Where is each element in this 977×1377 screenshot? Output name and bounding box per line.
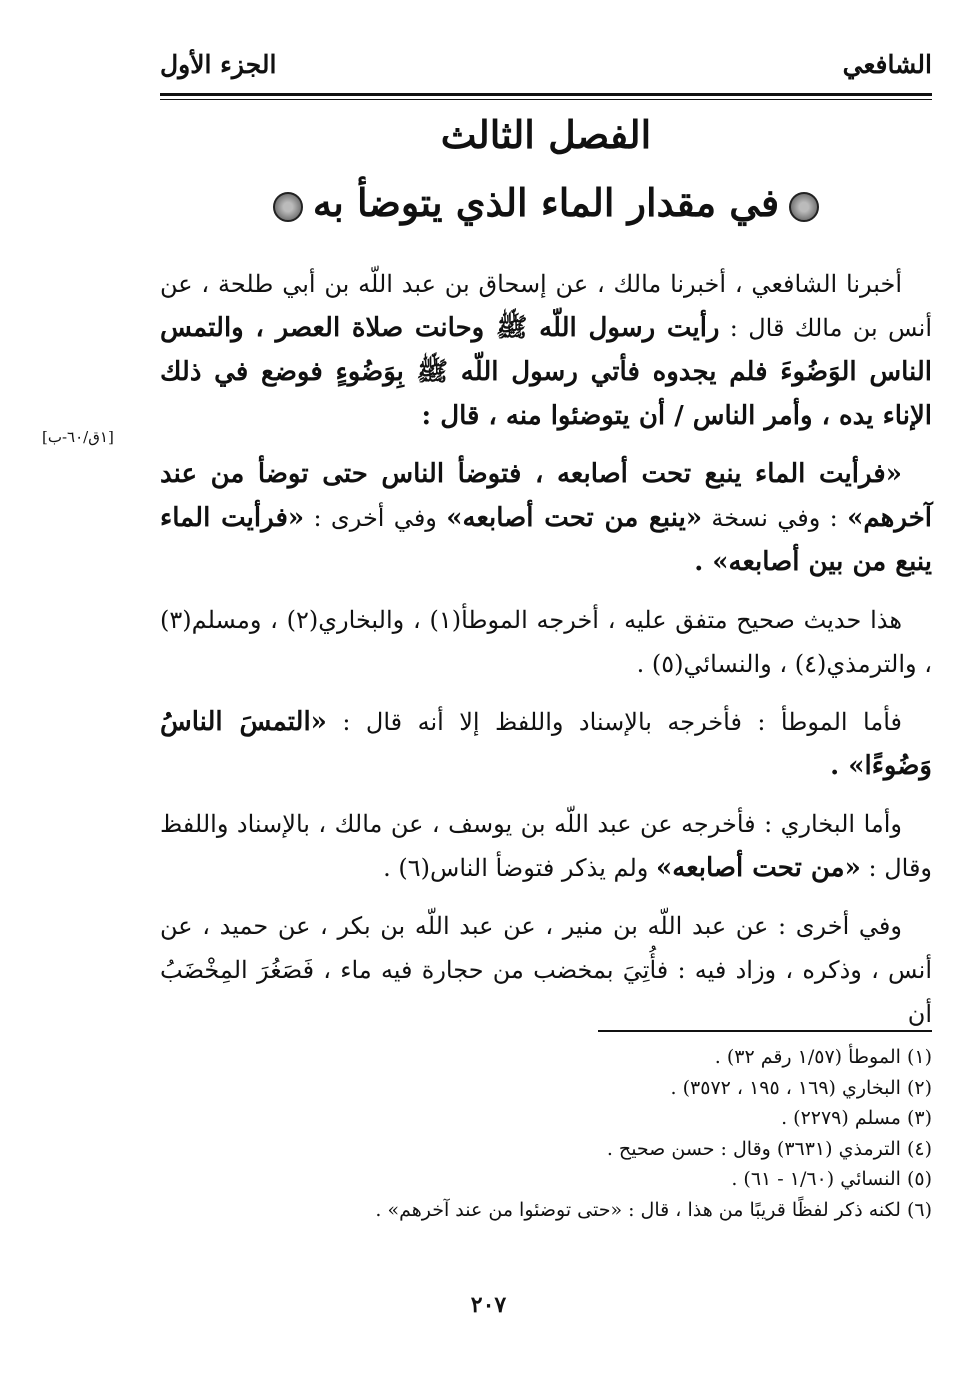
volume-label: الجزء الأول [160,50,277,79]
book-title: الشافعي [842,50,932,79]
paragraph-bukhari [160,802,932,890]
footnote-item: (١) الموطأ (١/٥٧ رقم ٣٢) . [714,1046,932,1068]
bukhari-quote: «من تحت أصابعه» [656,853,861,883]
hadith-continuation: «فرأيت الماء ينبع تحت أصابعه ، فتوضأ الناس حتى توضأ من عند آخرهم» [160,459,933,533]
variant-note-2: وفي أخرى : [304,504,447,532]
variant-note: : وفي نسخة [702,504,848,532]
bukhari-text-end: ولم يذكر فتوضأ الناس(٦) . [383,854,657,882]
main-text [160,262,932,1050]
variant-text-1: «ينبع من تحت أصابعه» [446,503,703,533]
footnote-item: (٣) مسلم (٢٢٧٩) . [781,1107,932,1129]
chapter-subtitle [160,180,932,225]
footnote-item: (٢) البخاري (١٦٩ ، ١٩٥ ، ٣٥٧٢) . [670,1076,932,1099]
muwatta-text: فأما الموطأ : فأخرجه بالإسناد واللفظ إلا أنه قال : [326,708,902,736]
header-rule-thin [160,99,932,100]
bukhari-text: وأما البخاري : فأخرجه عن عبد اللّه بن يوسف ، عن مالك ، بالإسناد واللفظ وقال : [160,810,932,882]
footnote-item: (٤) الترمذي (٣٦٣١) وقال : حسن صحيح . [606,1137,932,1160]
chapter-subtitle-text: في مقدار الماء الذي يتوضأ به [312,180,780,225]
footnote-item: (٥) النسائي (١/٦٠ - ٦١) . [731,1168,932,1190]
ornament-icon [273,192,303,222]
marginal-manuscript-ref: [١ق/٦٠-ب] [42,428,114,446]
isnad-text: أخبرنا الشافعي ، أخبرنا مالك ، عن إسحاق بن عبد اللّه بن أبي طلحة ، عن أنس بن مالك قال : [160,270,932,342]
footnote-item: (٦) لكنه ذكر لفظًا قريبًا من هذا ، قال : «حتى توضئوا من عند آخرهم» . [375,1198,932,1221]
footnote-rule [598,1030,932,1032]
paragraph-hadith-end [160,452,932,584]
paragraph-other: وفي أخرى : عن عبد اللّه بن منير ، عن عبد اللّه بن بكر ، عن حميد ، عن أنس ، وذكره ، وزاد فيه : فأُتِيَ بمخضب من حجارة فيه ماء ، فَصَغُرَ المِخْضَبُ أن [160,912,932,1028]
page-number: ٢٠٧ [470,1292,507,1318]
header-rule [160,93,932,96]
chapter-title: الفصل الثالث [440,112,652,157]
ornament-icon [789,192,819,222]
hadith-text: رأيت رسول اللّه ﷺ وحانت صلاة العصر ، والتمس الناس الوَضُوءَ فلم يجدوه فأتي رسول اللّه ﷺ بِوَضُوءٍ فوضع في ذلك الإناء يده ، وأمر الناس / أن يتوضئوا منه ، قال : [160,313,932,431]
running-header [160,48,932,92]
footnotes [160,1042,932,1225]
paragraph-hadith [160,262,932,438]
paragraph-takhrij: هذا حديث صحيح متفق عليه ، أخرجه الموطأ(١) ، والبخاري(٢) ، ومسلم(٣) ، والترمذي(٤) ، والنسائي(٥) . [160,606,932,678]
paragraph-muwatta [160,700,932,788]
variant-text-2: «فرأيت الماء ينبع من بين أصابعه» . [160,503,932,577]
muwatta-quote: «التمسَ الناسُ وَضُوءًا» . [160,707,932,781]
